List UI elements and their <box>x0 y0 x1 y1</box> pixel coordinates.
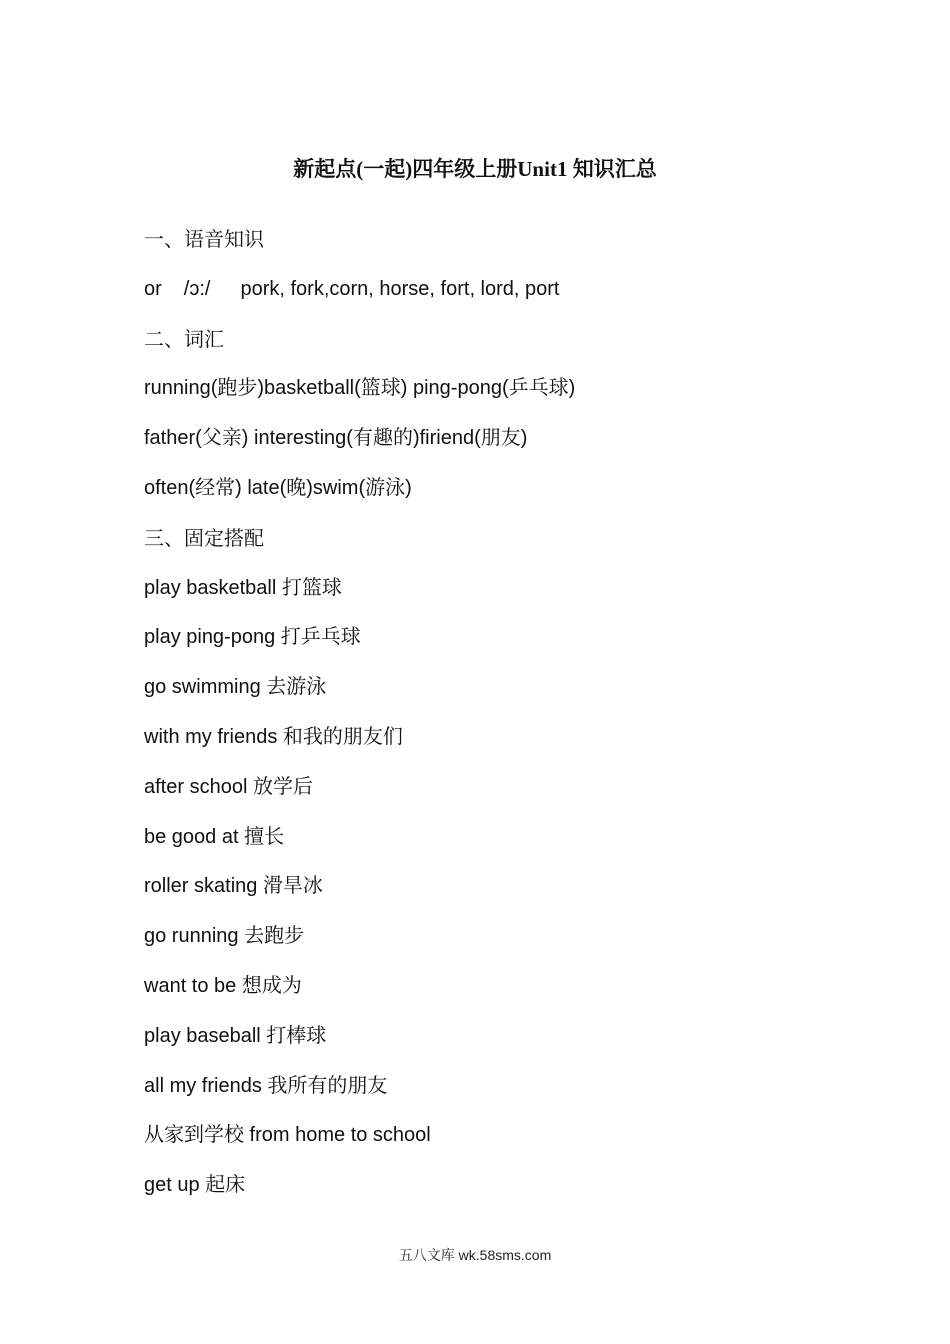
phonics-line <box>144 274 864 324</box>
section-heading-phonics: 一、语音知识 <box>144 227 264 251</box>
phrase-line: be good at 擅长 <box>144 825 285 848</box>
phonics-letters: or <box>144 277 162 300</box>
phrase-line: roller skating 滑旱冰 <box>144 875 323 898</box>
vocab-line: running(跑步)basketball(篮球) ping-pong(乒乓球) <box>144 377 576 400</box>
document-body <box>144 224 864 1220</box>
phrase-line: want to be 想成为 <box>144 974 302 997</box>
phrase-line: with my friends 和我的朋友们 <box>144 725 403 748</box>
section-heading-phrases: 三、固定搭配 <box>144 525 264 550</box>
section-heading-vocab: 二、词汇 <box>144 326 224 351</box>
phrase-line: go swimming 去游泳 <box>144 676 327 699</box>
phrase-line: 从家到学校 from home to school <box>144 1124 431 1147</box>
phrase-line: play basketball 打篮球 <box>144 576 342 599</box>
phonics-ipa: /ɔ:/ <box>183 277 211 300</box>
phrase-line: all my friends 我所有的朋友 <box>144 1074 388 1097</box>
phonics-words: pork, fork,corn, horse, fort, lord, port <box>240 277 560 300</box>
phrase-line: after school 放学后 <box>144 775 313 798</box>
phrase-line: play baseball 打棒球 <box>144 1024 327 1047</box>
vocab-line: father(父亲) interesting(有趣的)firiend(朋友) <box>144 427 528 450</box>
phrase-line: play ping-pong 打乒乓球 <box>144 626 361 649</box>
page-title: 新起点(一起)四年级上册Unit1 知识汇总 <box>293 157 657 181</box>
vocab-line: often(经常) late(晚)swim(游泳) <box>144 476 412 499</box>
phrase-line: go running 去跑步 <box>144 925 305 948</box>
footer-watermark: 五八文库 wk.58sms.com <box>398 1247 552 1263</box>
phrase-line: get up 起床 <box>144 1174 246 1197</box>
